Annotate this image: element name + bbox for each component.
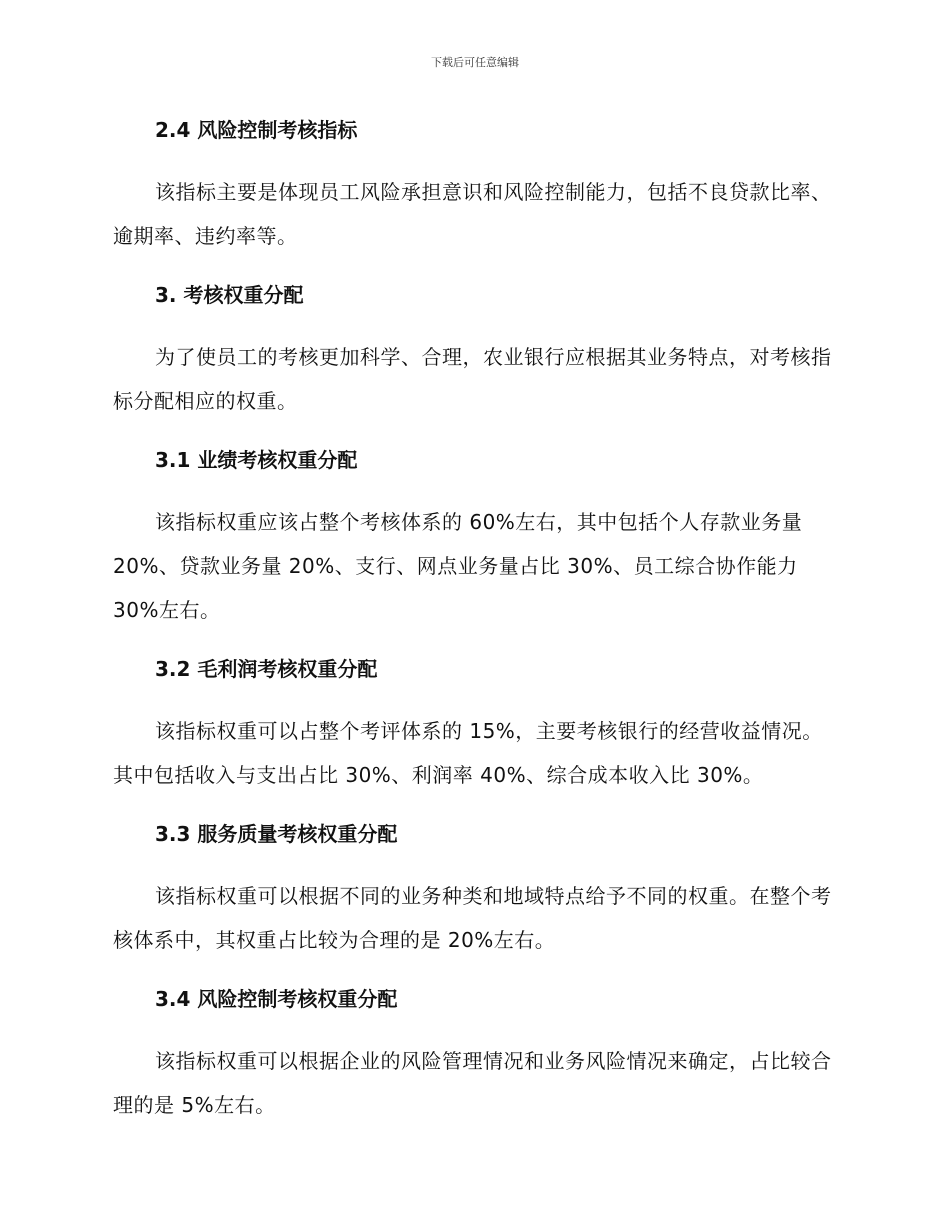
section-3 — [113, 277, 833, 423]
section-heading: 3.2 毛利润考核权重分配 — [155, 657, 378, 681]
section-paragraph: 该指标权重可以占整个考评体系的 15%，主要考核银行的经营收益情况。其中包括收入与支出占比 30%、利润率 40%、综合成本收入比 30%。 — [113, 719, 823, 787]
section-paragraph: 该指标主要是体现员工风险承担意识和风险控制能力，包括不良贷款比率、逾期率、违约率等。 — [113, 180, 832, 248]
section-3-4 — [113, 981, 833, 1127]
section-2-4 — [113, 112, 833, 258]
section-paragraph: 该指标权重应该占整个考核体系的 60%左右，其中包括个人存款业务量 20%、贷款业务量 20%、支行、网点业务量占比 30%、员工综合协作能力 30%左右。 — [113, 510, 803, 622]
document-body — [113, 112, 833, 1146]
section-paragraph: 该指标权重可以根据不同的业务种类和地域特点给予不同的权重。在整个考核体系中，其权重占比较为合理的是 20%左右。 — [113, 884, 832, 952]
section-heading: 3.3 服务质量考核权重分配 — [155, 822, 398, 846]
header-note: 下载后可任意编辑 — [431, 56, 519, 69]
section-paragraph: 为了使员工的考核更加科学、合理，农业银行应根据其业务特点，对考核指标分配相应的权重。 — [113, 345, 832, 413]
section-heading: 2.4 风险控制考核指标 — [155, 118, 358, 142]
section-3-3 — [113, 816, 833, 962]
section-paragraph: 该指标权重可以根据企业的风险管理情况和业务风险情况来确定，占比较合理的是 5%左右。 — [113, 1049, 832, 1117]
section-heading: 3.4 风险控制考核权重分配 — [155, 987, 398, 1011]
section-3-1 — [113, 442, 833, 632]
section-heading: 3.1 业绩考核权重分配 — [155, 448, 358, 472]
section-3-2 — [113, 651, 833, 797]
section-heading: 3. 考核权重分配 — [155, 283, 304, 307]
